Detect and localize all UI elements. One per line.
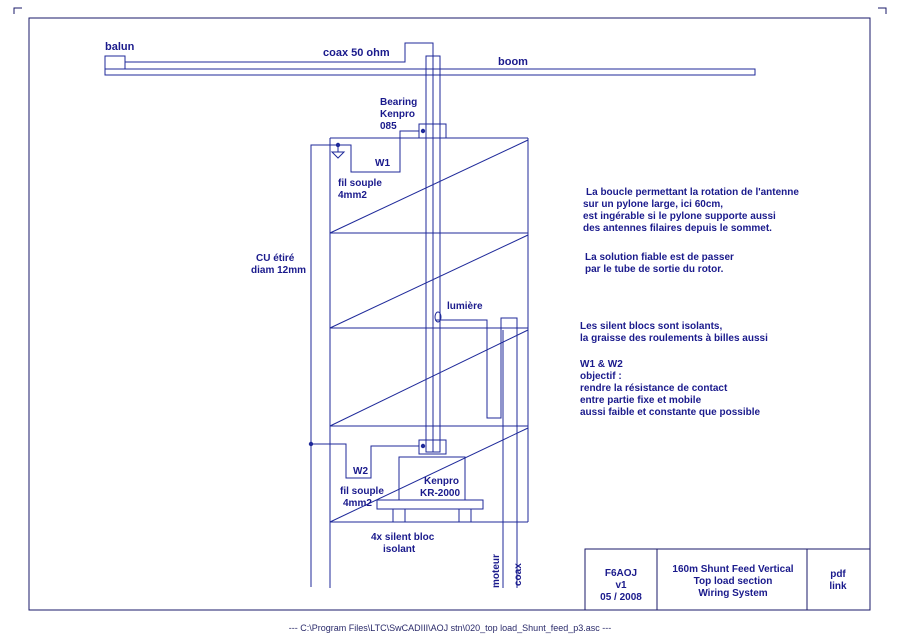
rotor-contact-dot (421, 444, 425, 448)
boom-tube (105, 69, 755, 75)
boom-label: boom (498, 56, 528, 68)
title-line3: Wiring System (698, 588, 768, 599)
title-block (585, 549, 870, 610)
moteur-label: moteur (491, 554, 502, 588)
note2-line2: par le tube de sortie du rotor. (585, 264, 724, 275)
note4-line4: entre partie fixe et mobile (580, 395, 702, 406)
note1-line4: des antennes filaires depuis le sommet. (583, 223, 772, 234)
fil2-label-2: 4mm2 (343, 498, 372, 509)
silent-bloc-1 (393, 509, 405, 522)
w2-strap (330, 444, 419, 478)
ground-symbol (332, 145, 344, 158)
cu-lower-dot (309, 442, 313, 446)
rotor-base-plate (377, 500, 483, 509)
note4-line5: aussi faible et constante que possible (580, 407, 761, 418)
tower-diagonal-3 (330, 330, 528, 426)
balun-box (105, 56, 125, 69)
pdf-link-line1[interactable]: pdf (830, 569, 846, 580)
w1-label: W1 (375, 158, 390, 169)
silent-bloc-2 (459, 509, 471, 522)
cu-shunt-conductor (311, 145, 338, 587)
note4-line3: rendre la résistance de contact (580, 383, 728, 394)
pdf-link-line2[interactable]: link (829, 581, 847, 592)
fil1-label-2: 4mm2 (338, 190, 367, 201)
sheet-border (29, 18, 870, 610)
note3-line2: la graisse des roulements à billes aussi (580, 333, 768, 344)
note1-line1: La boucle permettant la rotation de l'antenne (586, 187, 799, 198)
cu-label-2: diam 12mm (251, 265, 307, 276)
title-line2: Top load section (693, 576, 773, 587)
author-date: 05 / 2008 (600, 592, 642, 603)
corner-mark-top-left (14, 8, 22, 14)
lumiere-label: lumière (447, 301, 483, 312)
coax-label: coax (513, 563, 524, 586)
note1-line2: sur un pylone large, ici 60cm, (583, 199, 724, 210)
author-callsign: F6AOJ (604, 568, 638, 579)
balun-label: balun (105, 41, 135, 53)
bearing-contact-dot (421, 129, 425, 133)
rotor-label-1: Kenpro (424, 476, 459, 487)
author-version: v1 (615, 580, 627, 591)
fil1-label-1: fil souple (338, 178, 382, 189)
note4-line2: objectif : (580, 371, 622, 382)
fil2-label-1: fil souple (340, 486, 384, 497)
rotor-label-2: KR-2000 (420, 488, 461, 499)
corner-mark-top-right (878, 8, 886, 14)
silent-label-1: 4x silent bloc (371, 532, 435, 543)
note2-line1: La solution fiable est de passer (585, 252, 734, 263)
tower-diagonal-2 (330, 235, 528, 328)
note4-line1: W1 & W2 (580, 359, 623, 370)
cu-label-1: CU étiré (256, 253, 295, 264)
file-path-footer: --- C:\Program Files\LTC\SwCADIII\AOJ stn\020_top load_Shunt_feed_p3.asc --- (288, 623, 612, 633)
note3-line1: Les silent blocs sont isolants, (580, 321, 723, 332)
bearing-label-1: Bearing (380, 97, 418, 108)
title-line1: 160m Shunt Feed Vertical (672, 564, 794, 575)
silent-label-2: isolant (383, 544, 416, 555)
bearing-label-2: Kenpro (380, 109, 415, 120)
bearing-label-3: 085 (380, 121, 397, 132)
coax50-label: coax 50 ohm (323, 47, 390, 59)
note1-line3: est ingérable si le pylone supporte aussi (583, 211, 776, 222)
w2-label: W2 (353, 466, 368, 477)
